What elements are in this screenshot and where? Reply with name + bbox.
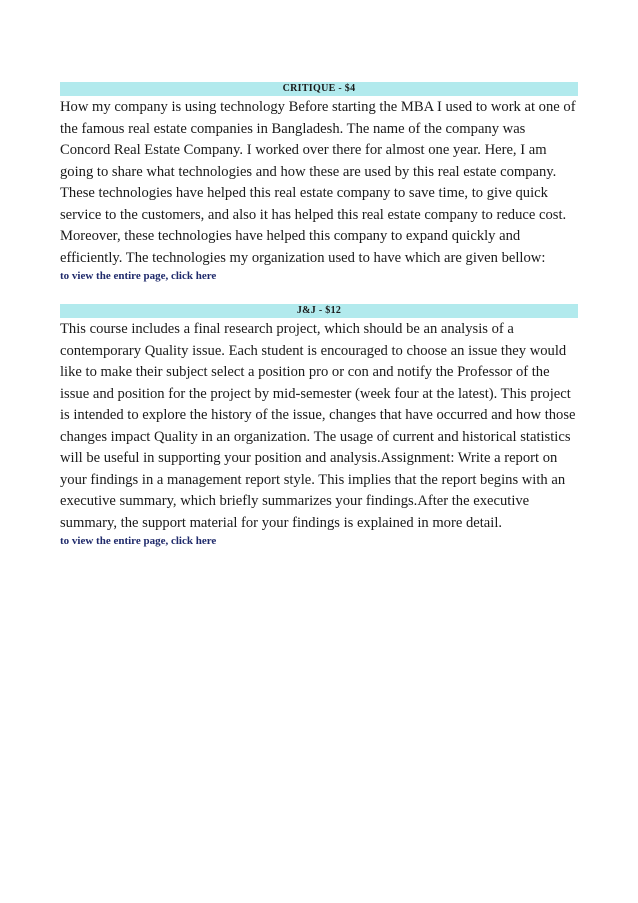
entry-jj	[60, 304, 578, 549]
view-entire-page-link[interactable]: to view the entire page, click here	[60, 270, 217, 282]
view-entire-page-link[interactable]: to view the entire page, click here	[60, 535, 217, 547]
entry-title: CRITIQUE - $4	[60, 82, 578, 96]
entry-title: J&J - $12	[60, 304, 578, 318]
document-page	[60, 82, 578, 549]
entry-body: This course includes a final research project, which should be an analysis of a contemporary Quality issue. Each student is encouraged to choose an issue they would like to make their subject select a position pro or con and notify the Professor of the issue and position for the project by mid-semester (week four at the latest). This project is intended to explore the history of the issue, changes that have occurred and how those changes impact Quality in an organization. The usage of current and historical statistics will be useful in supporting your position and analysis.Assignment: Write a report on your findings in a management report style. This implies that the report begins with an executive summary, which briefly summarizes your findings.After the executive summary, the support material for your findings is explained in more detail.	[60, 321, 576, 531]
entry-body: How my company is using technology Before starting the MBA I used to work at one of the famous real estate companies in Bangladesh. The name of the company was Concord Real Estate Company. I worked over there for almost one year. Here, I am going to share what technologies and how these are used by this real estate company. These technologies have helped this real estate company to save time, to give quick service to the customers, and also it has helped this real estate company to reduce cost. Moreover, these technologies have helped this company to expand quickly and efficiently. The technologies my organization used to have which are given bellow:	[60, 99, 576, 266]
entry-critique	[60, 82, 578, 284]
